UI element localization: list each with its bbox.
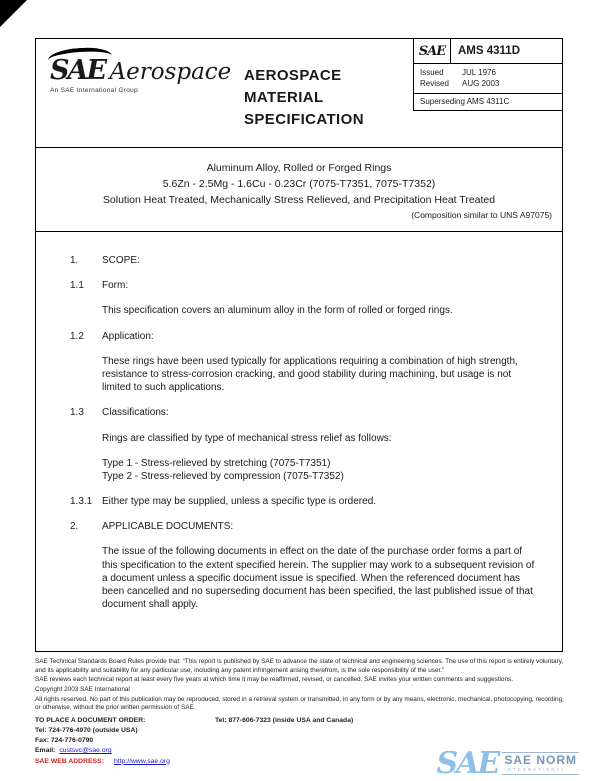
revised-value: AUG 2003	[462, 79, 500, 88]
rights-notice: All rights reserved. No part of this publication may be reproduced, stored in a retrieval system or transmitted, in any form or by any means, electronic, mechanical, photocopying, recording, or otherwise, without the prior written permission of SAE.	[35, 695, 564, 712]
section-1-2-heading	[70, 330, 536, 343]
section-2-heading	[70, 520, 536, 533]
section-title: Application:	[102, 330, 154, 342]
type-1-line: Type 1 - Stress-relieved by stretching (7075-T7351)	[102, 457, 331, 469]
composition-note: (Composition similar to UNS A97075)	[411, 210, 552, 221]
section-number: 1.1	[70, 280, 84, 292]
sae-norm-title: SAE NORM	[504, 753, 577, 768]
section-number: 2.	[70, 521, 79, 533]
section-text: Either type may be supplied, unless a specific type is ordered.	[102, 496, 377, 508]
spec-title-line2: 5.6Zn - 2.5Mg - 1.6Cu - 0.23Cr (7075-T7351, 7075-T7352)	[162, 177, 436, 190]
revised-label: Revised	[420, 79, 449, 88]
website-link[interactable]: http://www.sae.org	[114, 757, 170, 765]
email-link[interactable]: custsvc@sae.org	[59, 747, 112, 755]
classification-types	[102, 457, 536, 483]
scan-corner-artifact	[0, 0, 27, 27]
section-1-1-heading	[70, 279, 536, 292]
issued-label: Issued	[420, 68, 444, 77]
logo-tagline: An SAE International Group	[50, 87, 139, 94]
sae-norm-logo	[436, 745, 579, 781]
section-number: 1.	[70, 255, 79, 266]
copyright-notice: Copyright 2003 SAE International	[35, 685, 130, 693]
section-1-2-paragraph: These rings have been used typically for applications requiring a combination of high strength, resistance to stress-corrosion cracking, and good stability during machining, but usage is not limited to such applications.	[102, 355, 518, 394]
title-line-specification: SPECIFICATION	[244, 110, 364, 128]
doc-id-box-top	[414, 39, 562, 64]
title-line-material: MATERIAL	[244, 88, 324, 106]
revised-row	[420, 79, 556, 88]
sae-logo-small: SAE	[414, 39, 451, 63]
doc-id-box	[413, 38, 563, 111]
spec-title-line3: Solution Heat Treated, Mechanically Stress Relieved, and Precipitation Heat Treated	[102, 193, 496, 206]
legal-notice-2: SAE reviews each technical report at least every five years at which time it may be reaffirmed, revised, or cancelled. SAE invites your written comments and suggestions.	[35, 676, 513, 684]
section-title: SCOPE:	[102, 255, 140, 266]
sae-norm-logo-text	[502, 752, 579, 775]
sae-logo-text: SAE	[50, 55, 106, 86]
issued-row	[420, 68, 556, 77]
aerospace-logo-text: Aerospace	[109, 59, 232, 85]
document-header	[36, 39, 562, 148]
section-number: 1.2	[70, 330, 84, 342]
issued-value: JUL 1976	[462, 68, 496, 77]
document-frame	[35, 38, 563, 652]
section-title: APPLICABLE DOCUMENTS:	[102, 521, 234, 533]
fax-number: Fax: 724-776-0790	[35, 737, 94, 745]
superseding-note: Superseding AMS 4311C	[420, 97, 510, 106]
section-number: 1.3	[70, 407, 84, 419]
section-1-heading	[70, 254, 536, 267]
legal-notice-1: SAE Technical Standards Board Rules provide that: “This report is published by SAE to advance the state of technical and engineering sciences. The use of this report is entirely voluntary, and its applicability and suitability for any particular use, including any patent infringement arising therefrom, is the sole responsibility of the user.”	[35, 658, 564, 674]
type-2-line: Type 2 - Stress-relieved by compression (7075-T7352)	[102, 470, 344, 482]
order-line-1	[35, 716, 565, 726]
section-title: Form:	[102, 280, 129, 292]
page-footer	[35, 658, 577, 781]
spec-title-block	[36, 148, 562, 232]
tel-inside-usa: Tel: 877-606-7323 (inside USA and Canada)	[215, 716, 354, 724]
section-1-1-paragraph: This specification covers an aluminum alloy in the form of rolled or forged rings.	[102, 305, 453, 317]
sae-norm-logo-glyph: SAE	[436, 745, 499, 781]
section-number: 1.3.1	[70, 496, 93, 508]
section-1-3-paragraph: Rings are classified by type of mechanical stress relief as follows:	[102, 432, 392, 444]
spec-title-line1: Aluminum Alloy, Rolled or Forged Rings	[206, 162, 392, 174]
sae-aerospace-logo	[50, 55, 231, 94]
title-line-aerospace: AEROSPACE	[244, 67, 342, 84]
doc-dates	[414, 64, 562, 94]
order-label: TO PLACE A DOCUMENT ORDER:	[35, 716, 146, 724]
section-title: Classifications:	[102, 407, 169, 419]
section-1-3-heading	[70, 406, 536, 419]
section-1-3-1	[70, 495, 536, 508]
document-body	[36, 232, 562, 611]
email-label: Email:	[35, 747, 56, 755]
document-title	[244, 65, 364, 130]
doc-number: AMS 4311D	[458, 45, 521, 57]
logo-row	[50, 55, 231, 86]
web-address-label: SAE WEB ADDRESS:	[35, 757, 104, 765]
tel-outside-usa: Tel: 724-776-4970 (outside USA)	[35, 727, 138, 735]
sae-norm-subtitle: INTERNATIONAL	[504, 767, 566, 773]
section-2-paragraph: The issue of the following documents in effect on the date of the purchase order forms a part of this specification to the extent specified herein. The supplier may work to a subsequent revision of a document unless a specific document issue is specified. When the referenced document has been cancelled and no superseding document has been specified, the last published issue of that document shall apply.	[102, 546, 535, 611]
